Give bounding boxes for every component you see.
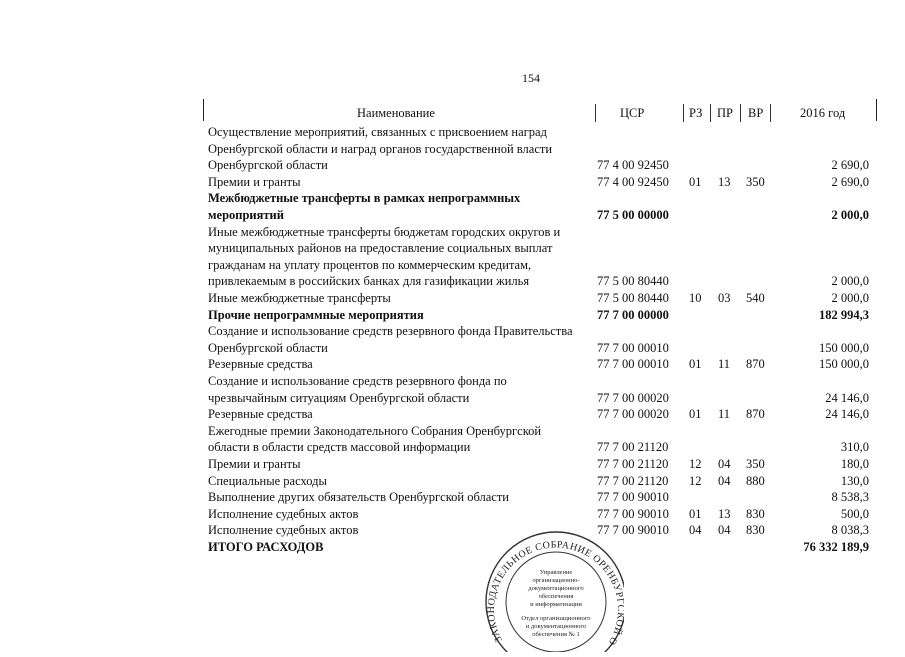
header-year: 2016 год [800,106,846,120]
table-row [0,439,905,456]
header-csr: ЦСР [620,106,645,120]
row-amount: 2 000,0 [831,291,869,305]
table-row [0,356,905,373]
row-rz: 10 [689,291,702,305]
row-csr: 77 4 00 92450 [597,174,669,189]
row-name: Оренбургской области [208,340,328,355]
table-row [0,489,905,506]
table-row [0,473,905,490]
seal-inner-line: и документационного [525,623,587,630]
row-name: Специальные расходы [208,473,327,488]
row-name: Исполнение судебных актов [208,506,359,521]
row-amount: 2 000,0 [831,208,869,222]
row-rz: 12 [689,473,702,488]
row-pr: 04 [718,523,731,538]
row-amount: 76 332 189,9 [803,540,869,554]
row-csr: 77 7 00 00020 [597,390,669,405]
row-csr: 77 5 00 80440 [597,291,669,305]
row-vr: 870 [746,407,765,422]
row-amount: 8 538,3 [831,490,869,505]
seal-inner-line: Отдел организационного [521,615,591,622]
row-name: Создание и использование средств резервного фонда по [208,374,507,388]
seal-inner-line: обеспечения [538,593,574,600]
row-vr: 830 [746,523,765,538]
table-row [0,207,905,224]
table-row [0,539,905,556]
row-amount: 150 000,0 [819,340,869,355]
row-rz: 01 [689,407,702,422]
row-name: Оренбургской области [208,158,328,173]
row-vr: 350 [746,457,765,471]
header-name: Наименование [357,106,435,120]
row-csr: 77 7 00 00010 [597,340,669,355]
row-rz: 01 [689,174,702,189]
row-vr: 540 [746,291,765,305]
table-row [0,323,905,340]
row-rz: 12 [689,457,702,471]
seal-inner-line: Управление [539,569,573,576]
row-name: Создание и использование средств резервного фонда Правительства [208,324,573,339]
row-vr: 830 [746,506,765,521]
row-name: ИТОГО РАСХОДОВ [208,540,324,554]
seal-graphic [484,522,624,652]
row-pr: 04 [718,457,731,471]
table-row [0,406,905,423]
row-pr: 13 [718,174,731,189]
table-row [0,373,905,390]
header-vr: ВР [748,106,764,120]
row-csr: 77 5 00 80440 [597,274,669,289]
row-name: чрезвычайным ситуациям Оренбургской области [208,390,470,405]
official-seal [484,522,624,652]
table-row [0,174,905,191]
row-name: Ежегодные премии Законодательного Собрания Оренбургской [208,423,542,438]
header-divider [770,104,771,122]
row-name: Иные межбюджетные трансферты бюджетам городских округов и [208,224,561,239]
row-amount: 2 690,0 [831,158,869,173]
row-name: привлекаемым в российских банках для газификации жилья [208,274,530,289]
header-divider [740,104,741,122]
row-vr: 350 [746,174,765,189]
table-row [0,190,905,207]
row-pr: 04 [718,473,731,488]
page-number: 154 [522,71,540,85]
row-name: Резервные средства [208,357,313,372]
row-rz: 01 [689,506,702,521]
row-pr: 11 [718,357,731,372]
row-csr: 77 7 00 21120 [597,473,669,488]
table-row [0,124,905,141]
row-csr: 77 7 00 21120 [597,457,669,471]
seal-outer-text: ЗАКОНОДАТЕЛЬНОЕ СОБРАНИЕ ОРЕНБУР ОЙ О [485,539,624,648]
row-csr: 77 7 00 00020 [597,407,669,422]
header-pr: ПР [717,106,733,120]
row-amount: 500,0 [840,506,869,521]
seal-inner-line: обеспечения № 1 [532,631,580,638]
row-pr: 13 [718,506,731,521]
header-right-bracket [876,99,877,121]
table-row [0,224,905,241]
row-name: Резервные средства [208,407,313,422]
row-name: гражданам на уплату процентов по коммерческим кредитам, [208,257,532,272]
row-csr: 77 7 00 90010 [597,506,669,521]
row-amount: 8 038,3 [831,523,869,538]
row-amount: 182 994,3 [819,307,869,322]
row-csr: 77 7 00 21120 [597,440,669,455]
row-csr: 77 7 00 90010 [597,490,669,505]
row-name: Иные межбюджетные трансферты [208,291,391,305]
row-rz: 01 [689,357,702,372]
seal-inner-line: документационного [528,585,584,592]
header-left-bracket [203,99,204,121]
row-name: Межбюджетные трансферты в рамках непрограммных [208,191,521,206]
table-row [0,273,905,290]
row-name: мероприятий [208,208,284,222]
table-row [0,157,905,174]
row-csr: 77 4 00 92450 [597,158,669,173]
row-vr: 870 [746,357,765,372]
row-csr: 77 7 00 00000 [597,307,669,322]
row-amount: 150 000,0 [819,357,869,372]
table-row [0,290,905,307]
row-amount: 2 000,0 [831,274,869,289]
row-pr: 03 [718,291,731,305]
row-amount: 24 146,0 [825,407,869,422]
row-pr: 11 [718,407,731,422]
row-rz: 04 [689,523,702,538]
header-divider [710,104,711,122]
table-row [0,390,905,407]
table-row [0,522,905,539]
row-name: Премии и гранты [208,174,301,189]
table-row [0,307,905,324]
row-amount: 180,0 [840,457,869,471]
row-name: Выполнение других обязательств Оренбургской области [208,490,509,505]
row-vr: 880 [746,473,765,488]
table-row [0,456,905,473]
table-row [0,423,905,440]
header-divider [683,104,684,122]
row-name: муниципальных районов на предоставление социальных выплат [208,241,553,256]
table-row [0,240,905,257]
row-name: Оренбургской области и наград органов государственной власти [208,141,553,156]
table-row [0,141,905,158]
row-amount: 310,0 [840,440,869,455]
row-name: Осуществление мероприятий, связанных с присвоением наград [208,125,547,139]
row-name: Исполнение судебных актов [208,523,359,538]
row-name: Прочие непрограммные мероприятия [208,307,424,322]
header-rz: РЗ [689,106,703,120]
row-name: области в области средств массовой информации [208,440,471,455]
table-row [0,257,905,274]
row-csr: 77 7 00 90010 [597,523,669,538]
row-amount: 2 690,0 [831,174,869,189]
row-csr: 77 5 00 00000 [597,208,669,222]
table-row [0,506,905,523]
seal-inner-line: и информатизации [530,601,582,608]
row-name: Премии и гранты [208,457,301,471]
row-amount: 130,0 [840,473,869,488]
header-divider [595,104,596,122]
seal-inner-line: организационно- [532,577,580,584]
row-csr: 77 7 00 00010 [597,357,669,372]
row-amount: 24 146,0 [825,390,869,405]
table-row [0,340,905,357]
